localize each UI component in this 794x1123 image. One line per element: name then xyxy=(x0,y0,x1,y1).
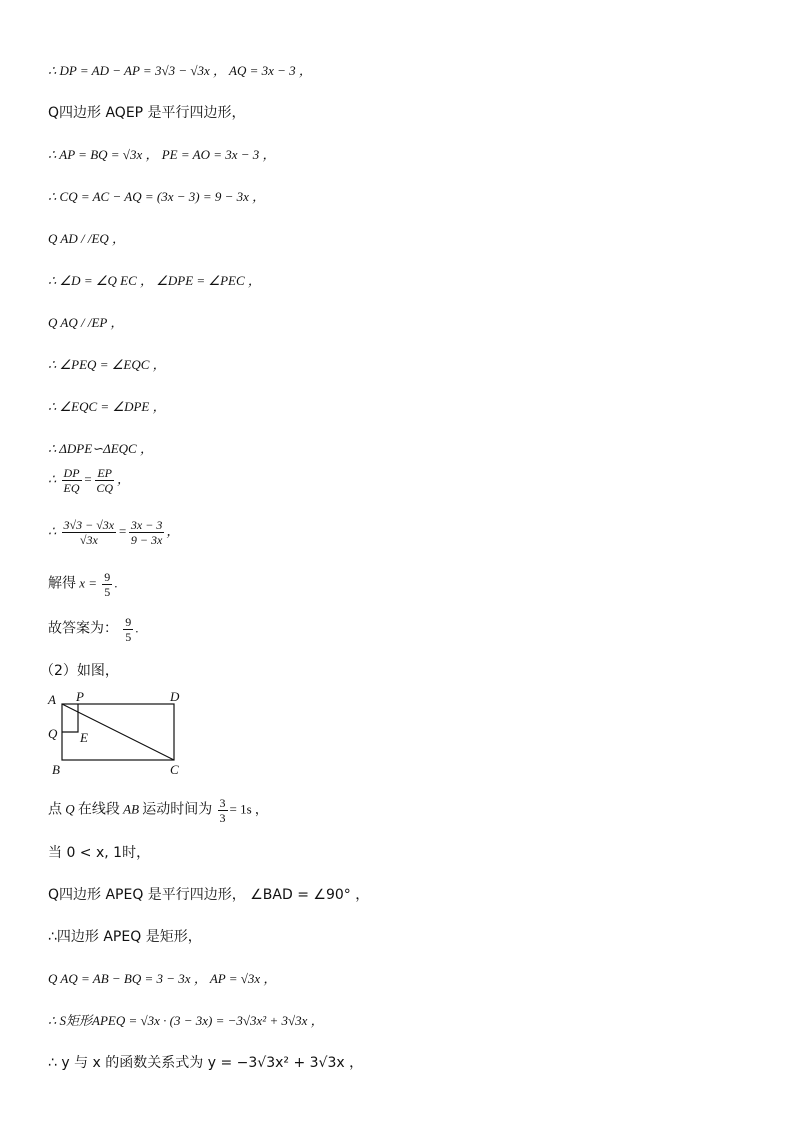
numerator: DP xyxy=(63,466,80,480)
label-b: B xyxy=(52,762,60,777)
numerator: 3x − 3 xyxy=(130,518,163,532)
denominator: 5 xyxy=(125,630,132,644)
label-p: P xyxy=(76,689,84,704)
eq-cq: ∴ CQ = AC − AQ = (3x − 3) = 9 − 3x ， xyxy=(48,189,266,204)
text: = 1s ， xyxy=(229,801,268,817)
stmt-parallelogram-aqep: Q四边形 AQEP 是平行四边形， xyxy=(48,105,246,121)
solve-result xyxy=(48,570,118,599)
eq-ap-pe: ∴ AP = BQ = √3x ， PE = AO = 3x − 3 ， xyxy=(48,147,276,162)
text: 运动时间为 xyxy=(142,801,213,818)
solve-label: 解得 xyxy=(48,575,76,592)
var-q: Q xyxy=(65,801,75,817)
denominator: 9 − 3x xyxy=(130,533,163,547)
numerator: 9 xyxy=(104,570,111,584)
text: 在线段 xyxy=(77,801,120,818)
fraction xyxy=(129,518,164,547)
stmt-range: 当 0 < x, 1时， xyxy=(48,845,151,861)
stmt-motion-time xyxy=(48,796,268,825)
numerator: 9 xyxy=(125,615,132,629)
eq-angle-peq: ∴ ∠PEQ = ∠EQC ， xyxy=(48,357,166,372)
numerator: EP xyxy=(97,466,112,480)
denominator: CQ xyxy=(96,481,113,495)
eq-dp-aq: ∴ DP = AD − AP = 3√3 − √3x ， AQ = 3x − 3 ， xyxy=(48,63,312,78)
stmt-similar-triangles: ∴ ΔDPE∽ΔEQC ， xyxy=(48,441,153,456)
eq-ratio-1: ∴ $\frac{DP}{EQ}$ = $\frac{EP}{CQ}$ ， xyxy=(48,466,130,495)
fraction xyxy=(123,615,133,644)
denominator: 5 xyxy=(104,585,111,599)
eq-angles-1: ∴ ∠D = ∠Q EC ， ∠DPE = ∠PEC ， xyxy=(48,273,261,288)
eq-ratio-2: ∴ $\frac{3√3 - √3x}{√3x}$ = $\frac{3x - 3}{9 - 3x}$ ， xyxy=(48,518,180,547)
eq-angle-eqc: ∴ ∠EQC = ∠DPE ， xyxy=(48,399,166,414)
denominator: √3x xyxy=(79,533,98,547)
fraction xyxy=(218,796,228,825)
stmt-parallelogram-apeq: Q四边形 APEQ 是平行四边形， ∠BAD = ∠90° ， xyxy=(48,887,370,903)
fraction xyxy=(94,466,115,495)
label-e: E xyxy=(80,730,88,745)
label-a: A xyxy=(48,692,56,707)
denominator: 3 xyxy=(219,811,226,825)
label-d: D xyxy=(170,689,180,704)
eq-area: ∴ S矩形APEQ = √3x · (3 − 3x) = −3√3x² + 3√3x ， xyxy=(48,1013,324,1028)
rectangle-figure xyxy=(44,688,194,780)
solve-var: x = xyxy=(79,575,98,591)
fraction xyxy=(102,570,112,599)
fraction xyxy=(62,466,82,495)
stmt-aq-parallel-ep: Q AQ / /EP ， xyxy=(48,315,124,330)
var-ab: AB xyxy=(123,801,140,817)
fraction xyxy=(62,518,117,547)
label-q: Q xyxy=(48,726,58,741)
answer-line xyxy=(48,615,139,644)
stmt-rectangle-apeq: ∴四边形 APEQ 是矩形， xyxy=(48,929,202,945)
therefore-symbol: ∴ xyxy=(48,523,57,539)
eq-aq-ap: Q AQ = AB − BQ = 3 − 3x ， AP = √3x ， xyxy=(48,971,277,986)
comma: ， xyxy=(166,523,180,539)
label-c: C xyxy=(170,762,179,777)
denominator: EQ xyxy=(63,481,80,495)
part2-heading: （2）如图， xyxy=(40,663,119,679)
numerator: 3√3 − √3x xyxy=(63,518,115,532)
period: . xyxy=(114,575,118,591)
eq-function: ∴ y 与 x 的函数关系式为 y = −3√3x² + 3√3x ， xyxy=(48,1055,364,1071)
numerator: 3 xyxy=(219,796,226,810)
stmt-ad-parallel-eq: Q AD / /EQ ， xyxy=(48,231,126,246)
therefore-symbol: ∴ xyxy=(48,471,57,487)
text: 点 xyxy=(48,801,62,818)
diagonal-ac xyxy=(62,704,174,760)
period: . xyxy=(135,620,139,636)
comma: ， xyxy=(116,471,130,487)
answer-label: 故答案为： xyxy=(48,620,118,637)
